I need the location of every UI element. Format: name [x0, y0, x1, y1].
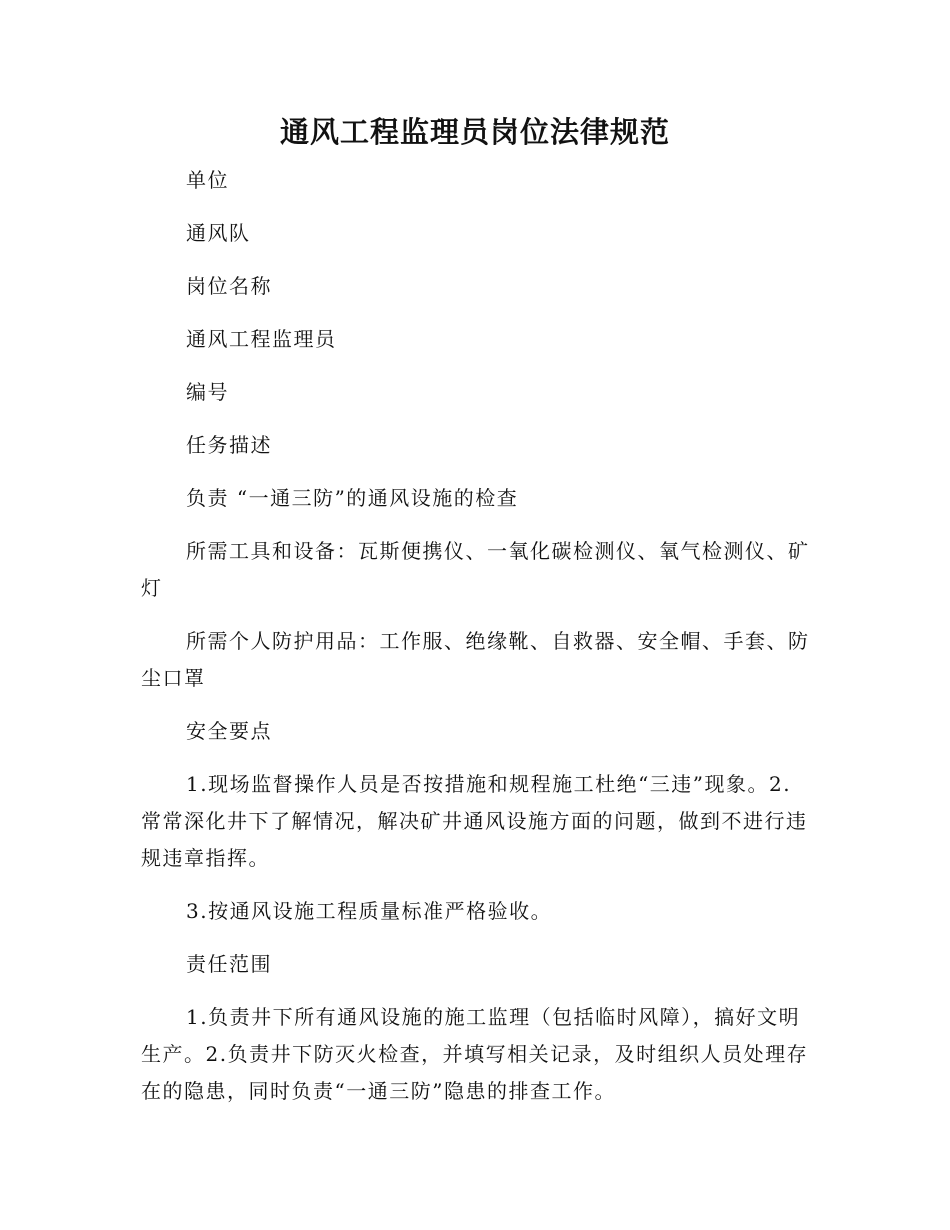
paragraph-number-label: 编号	[186, 380, 229, 404]
paragraph-tools-equipment: 所需工具和设备：瓦斯便携仪、一氧化碳检测仪、氧气检测仪、矿灯	[141, 539, 810, 600]
paragraph-responsibility-scope: 1.负责井下所有通风设施的施工监理（包括临时风障），搞好文明生产。2.负责井下防灭火检查，并填写相关记录，及时组织人员处理存在的隐患，同时负责“一通三防”隐患的排查工作。	[141, 1005, 809, 1103]
paragraph-task-heading: 任务描述	[186, 433, 272, 457]
page-title: 通风工程监理员岗位法律规范	[279, 115, 670, 149]
paragraph-protective-gear: 所需个人防护用品：工作服、绝缘靴、自救器、安全帽、手套、防尘口罩	[141, 629, 810, 690]
paragraph-safety-point-3: 3.按通风设施工程质量标准严格验收。	[186, 899, 553, 923]
paragraph-position-label: 岗位名称	[186, 274, 272, 298]
paragraph-safety-heading: 安全要点	[186, 719, 272, 743]
paragraph-task-description: 负责 “一通三防”的通风设施的检查	[186, 486, 519, 510]
paragraph-position-value: 通风工程监理员	[186, 327, 337, 351]
document-body	[141, 162, 811, 1126]
paragraph-safety-points: 1.现场监督操作人员是否按措施和规程施工杜绝“三违”现象。2.常常深化井下了解情况，解决矿井通风设施方面的问题，做到不进行违规违章指挥。	[141, 772, 808, 870]
paragraph-unit-label: 单位	[186, 168, 229, 192]
paragraph-unit-value: 通风队	[186, 221, 251, 245]
paragraph-responsibility-heading: 责任范围	[186, 952, 272, 976]
